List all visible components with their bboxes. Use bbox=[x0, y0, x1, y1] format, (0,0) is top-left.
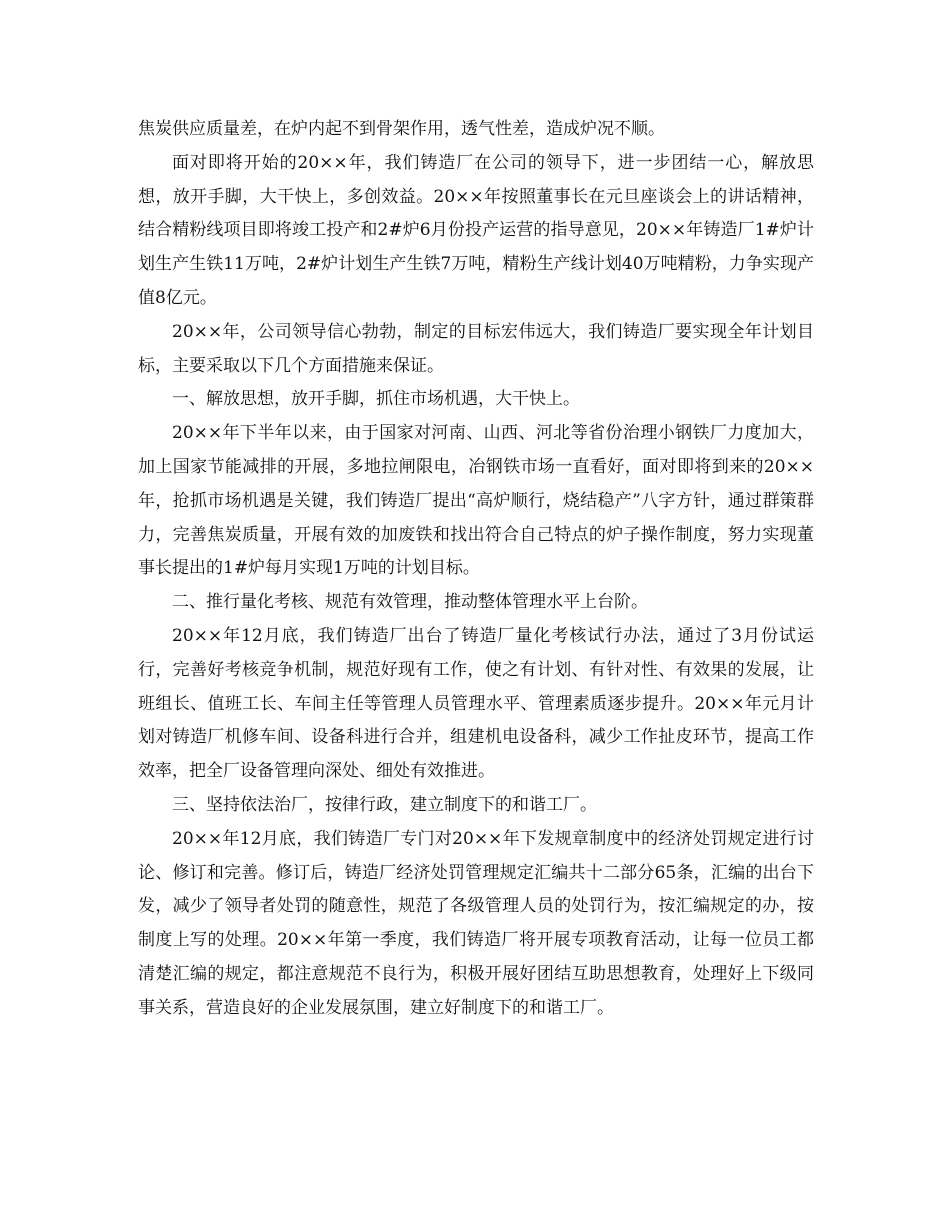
paragraph-continuation: 焦炭供应质量差，在炉内起不到骨架作用，透气性差，造成炉况不顺。 bbox=[138, 119, 665, 139]
section-heading-2: 二、推行量化考核、规范有效管理，推动整体管理水平上台阶。 bbox=[172, 592, 648, 613]
paragraph-quantitative-assessment: 20××年12月底，我们铸造厂出台了铸造厂量化考核试行办法，通过了3月份试运行，完善好考核竞争机制，规范好现有工作，使之有计划、有针对性、有效果的发展，让班组长、值班工长、车间主任等管理人员管理水平、管理素质逐步提升。20××年元月计划对铸造厂机修车间、设备科进行合并，组建机电设备科，减少工作扯皮环节，提高工作效率，把全厂设备管理向深处、细处有效推进。 bbox=[138, 625, 814, 782]
paragraph-market-opportunity: 20××年下半年以来，由于国家对河南、山西、河北等省份治理小钢铁厂力度加大，加上国家节能减排的开展，多地拉闸限电，冶钢铁市场一直看好，面对即将到来的20××年，抢抓市场机遇是关键，我们铸造厂提出“高炉顺行，烧结稳产”八字方针，通过群策群力，完善焦炭质量，开展有效的加废铁和找出符合自己特点的炉子操作制度，努力实现董事长提出的1#炉每月实现1万吨的计划目标。 bbox=[138, 423, 814, 579]
section-heading-3: 三、坚持依法治厂，按律行政，建立制度下的和谐工厂。 bbox=[172, 794, 597, 815]
document-body bbox=[138, 113, 814, 1026]
paragraph-plan-overview: 面对即将开始的20××年，我们铸造厂在公司的领导下，进一步团结一心，解放思想，放开手脚，大干快上，多创效益。20××年按照董事长在元旦座谈会上的讲话精神，结合精粉线项目即将竣工投产和2#炉6月份投产运营的指导意见，20××年铸造厂1#炉计划生产生铁11万吨，2#炉计划生产生铁7万吨，精粉生产线计划40万吨精粉，力争实现产值8亿元。 bbox=[138, 152, 814, 308]
section-heading-1: 一、解放思想，放开手脚，抓住市场机遇，大干快上。 bbox=[172, 389, 580, 410]
paragraph-measures-intro: 20××年，公司领导信心勃勃，制定的目标宏伟远大，我们铸造厂要实现全年计划目标，主要采取以下几个方面措施来保证。 bbox=[138, 321, 814, 376]
paragraph-rules-revision: 20××年12月底，我们铸造厂专门对20××年下发规章制度中的经济处罚规定进行讨论、修订和完善。修订后，铸造厂经济处罚管理规定汇编共十二部分65条，汇编的出台下发，减少了领导者处罚的随意性，规范了各级管理人员的处罚行为，按汇编规定的办，按制度上写的处理。20××年第一季度，我们铸造厂将开展专项教育活动，让每一位员工都清楚汇编的规定，都注意规范不良行为，积极开展好团结互助思想教育，处理好上下级同事关系，营造良好的企业发展氛围，建立好制度下的和谐工厂。 bbox=[138, 828, 814, 1018]
